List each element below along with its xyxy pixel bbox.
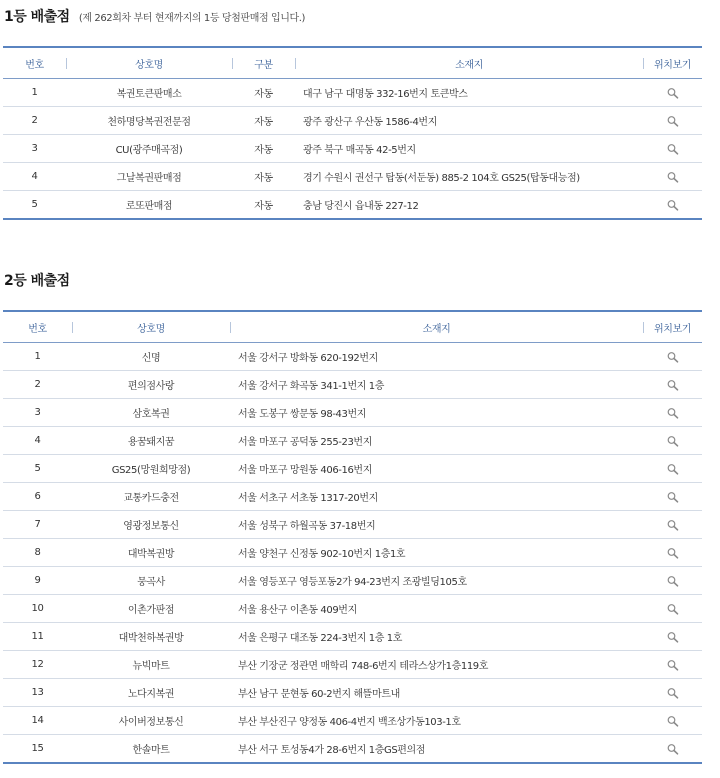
table-header-row <box>3 47 702 79</box>
cell-location[interactable] <box>643 79 702 107</box>
cell-type: 자동 <box>232 79 295 107</box>
magnifier-icon[interactable] <box>666 631 680 643</box>
cell-type: 자동 <box>232 191 295 220</box>
cell-no: 7 <box>3 511 72 539</box>
table-row <box>3 163 702 191</box>
cell-address: 대구 남구 대명동 332-16번지 토큰박스 <box>295 79 643 107</box>
first-prize-subtitle: (제 262회차 부터 현재까지의 1등 당첨판매점 입니다.) <box>78 13 306 24</box>
cell-name: 이촌가판점 <box>72 595 230 623</box>
cell-name: 로또판매점 <box>66 191 232 220</box>
magnifier-icon[interactable] <box>666 463 680 475</box>
header-name: 상호명 <box>72 311 230 343</box>
table-row <box>3 135 702 163</box>
second-prize-table-body <box>3 343 702 764</box>
cell-no: 10 <box>3 595 72 623</box>
cell-address: 부산 기장군 정관면 매학리 748-6번지 테라스상가1층119호 <box>230 651 643 679</box>
magnifier-icon[interactable] <box>666 659 680 671</box>
cell-location[interactable] <box>643 735 702 764</box>
cell-no: 2 <box>3 371 72 399</box>
table-row <box>3 651 702 679</box>
cell-address: 서울 은평구 대조동 224-3번지 1층 1호 <box>230 623 643 651</box>
magnifier-icon[interactable] <box>666 143 680 155</box>
cell-name: 천하명당복권전문점 <box>66 107 232 135</box>
cell-address: 서울 용산구 이촌동 409번지 <box>230 595 643 623</box>
cell-no: 15 <box>3 735 72 764</box>
header-no: 번호 <box>3 311 72 343</box>
second-prize-section-title <box>4 270 70 290</box>
table-row <box>3 107 702 135</box>
cell-location[interactable] <box>643 623 702 651</box>
cell-no: 1 <box>3 79 66 107</box>
cell-no: 8 <box>3 539 72 567</box>
first-prize-table <box>3 46 702 220</box>
cell-location[interactable] <box>643 399 702 427</box>
cell-location[interactable] <box>643 679 702 707</box>
table-row <box>3 595 702 623</box>
cell-location[interactable] <box>643 539 702 567</box>
cell-no: 13 <box>3 679 72 707</box>
cell-location[interactable] <box>643 135 702 163</box>
header-address: 소재지 <box>230 311 643 343</box>
cell-no: 3 <box>3 399 72 427</box>
cell-no: 4 <box>3 163 66 191</box>
first-prize-section-title <box>4 6 305 26</box>
cell-address: 경기 수원시 권선구 탑동(서둔동) 885-2 104호 GS25(탑동대능점) <box>295 163 643 191</box>
table-row <box>3 623 702 651</box>
cell-location[interactable] <box>643 567 702 595</box>
cell-name: 뉴빅마트 <box>72 651 230 679</box>
table-row <box>3 343 702 371</box>
magnifier-icon[interactable] <box>666 603 680 615</box>
cell-address: 광주 광산구 우산동 1586-4번지 <box>295 107 643 135</box>
cell-address: 부산 남구 문현동 60-2번지 해뜰마트내 <box>230 679 643 707</box>
cell-type: 자동 <box>232 135 295 163</box>
cell-no: 1 <box>3 343 72 371</box>
cell-address: 서울 강서구 방화동 620-192번지 <box>230 343 643 371</box>
cell-address: 충남 당진시 읍내동 227-12 <box>295 191 643 220</box>
first-prize-table-body <box>3 79 702 220</box>
cell-no: 5 <box>3 191 66 220</box>
cell-no: 5 <box>3 455 72 483</box>
table-row <box>3 567 702 595</box>
first-prize-title: 1등 배출점 <box>4 9 70 25</box>
table-row <box>3 483 702 511</box>
cell-address: 서울 양천구 신정동 902-10번지 1층1호 <box>230 539 643 567</box>
header-location: 위치보기 <box>643 311 702 343</box>
cell-name: 삼호복권 <box>72 399 230 427</box>
cell-location[interactable] <box>643 651 702 679</box>
cell-name: 영광정보통신 <box>72 511 230 539</box>
table-row <box>3 399 702 427</box>
cell-address: 서울 서초구 서초동 1317-20번지 <box>230 483 643 511</box>
table-row <box>3 371 702 399</box>
cell-location[interactable] <box>643 191 702 220</box>
magnifier-icon[interactable] <box>666 351 680 363</box>
table-header-row <box>3 311 702 343</box>
magnifier-icon[interactable] <box>666 87 680 99</box>
cell-location[interactable] <box>643 107 702 135</box>
magnifier-icon[interactable] <box>666 407 680 419</box>
table-row <box>3 707 702 735</box>
cell-no: 9 <box>3 567 72 595</box>
cell-no: 3 <box>3 135 66 163</box>
cell-name: 한솔마트 <box>72 735 230 764</box>
cell-name: 그날복권판매점 <box>66 163 232 191</box>
magnifier-icon[interactable] <box>666 715 680 727</box>
cell-address: 서울 마포구 망원동 406-16번지 <box>230 455 643 483</box>
cell-location[interactable] <box>643 343 702 371</box>
magnifier-icon[interactable] <box>666 171 680 183</box>
cell-no: 14 <box>3 707 72 735</box>
cell-no: 4 <box>3 427 72 455</box>
cell-no: 2 <box>3 107 66 135</box>
header-type: 구분 <box>232 47 295 79</box>
cell-name: 대박복권방 <box>72 539 230 567</box>
cell-no: 6 <box>3 483 72 511</box>
cell-location[interactable] <box>643 707 702 735</box>
cell-location[interactable] <box>643 427 702 455</box>
cell-address: 광주 북구 매곡동 42-5번지 <box>295 135 643 163</box>
table-row <box>3 735 702 764</box>
cell-no: 11 <box>3 623 72 651</box>
cell-location[interactable] <box>643 511 702 539</box>
header-name: 상호명 <box>66 47 232 79</box>
table-row <box>3 191 702 220</box>
table-row <box>3 511 702 539</box>
cell-name: 대박천하복권방 <box>72 623 230 651</box>
cell-location[interactable] <box>643 371 702 399</box>
table-row <box>3 679 702 707</box>
cell-name: 편의점사랑 <box>72 371 230 399</box>
table-row <box>3 427 702 455</box>
magnifier-icon[interactable] <box>666 575 680 587</box>
magnifier-icon[interactable] <box>666 547 680 559</box>
magnifier-icon[interactable] <box>666 687 680 699</box>
header-no: 번호 <box>3 47 66 79</box>
cell-location[interactable] <box>643 483 702 511</box>
cell-name: 신명 <box>72 343 230 371</box>
cell-name: CU(광주매곡점) <box>66 135 232 163</box>
cell-name: 뭉곡사 <box>72 567 230 595</box>
second-prize-table <box>3 310 702 764</box>
cell-address: 부산 서구 토성동4가 28-6번지 1층GS편의점 <box>230 735 643 764</box>
cell-location[interactable] <box>643 163 702 191</box>
header-address: 소재지 <box>295 47 643 79</box>
cell-name: 사이버정보통신 <box>72 707 230 735</box>
magnifier-icon[interactable] <box>666 435 680 447</box>
second-prize-title: 2등 배출점 <box>4 273 70 289</box>
cell-location[interactable] <box>643 595 702 623</box>
magnifier-icon[interactable] <box>666 199 680 211</box>
cell-no: 12 <box>3 651 72 679</box>
cell-address: 서울 도봉구 쌍문동 98-43번지 <box>230 399 643 427</box>
cell-address: 부산 부산진구 양정동 406-4번지 백조상가동103-1호 <box>230 707 643 735</box>
cell-address: 서울 성북구 하월곡동 37-18번지 <box>230 511 643 539</box>
cell-type: 자동 <box>232 107 295 135</box>
cell-address: 서울 영등포구 영등포동2가 94-23번지 조광빌딩105호 <box>230 567 643 595</box>
cell-name: 노다지복권 <box>72 679 230 707</box>
magnifier-icon[interactable] <box>666 379 680 391</box>
cell-address: 서울 마포구 공덕동 255-23번지 <box>230 427 643 455</box>
table-row <box>3 539 702 567</box>
cell-name: GS25(망원희망점) <box>72 455 230 483</box>
cell-name: 교통카드충전 <box>72 483 230 511</box>
header-location: 위치보기 <box>643 47 702 79</box>
magnifier-icon[interactable] <box>666 115 680 127</box>
table-row <box>3 455 702 483</box>
cell-name: 용꿈돼지꿈 <box>72 427 230 455</box>
magnifier-icon[interactable] <box>666 519 680 531</box>
table-row <box>3 79 702 107</box>
cell-address: 서울 강서구 화곡동 341-1번지 1층 <box>230 371 643 399</box>
cell-name: 복권토큰판매소 <box>66 79 232 107</box>
cell-location[interactable] <box>643 455 702 483</box>
cell-type: 자동 <box>232 163 295 191</box>
magnifier-icon[interactable] <box>666 743 680 755</box>
magnifier-icon[interactable] <box>666 491 680 503</box>
